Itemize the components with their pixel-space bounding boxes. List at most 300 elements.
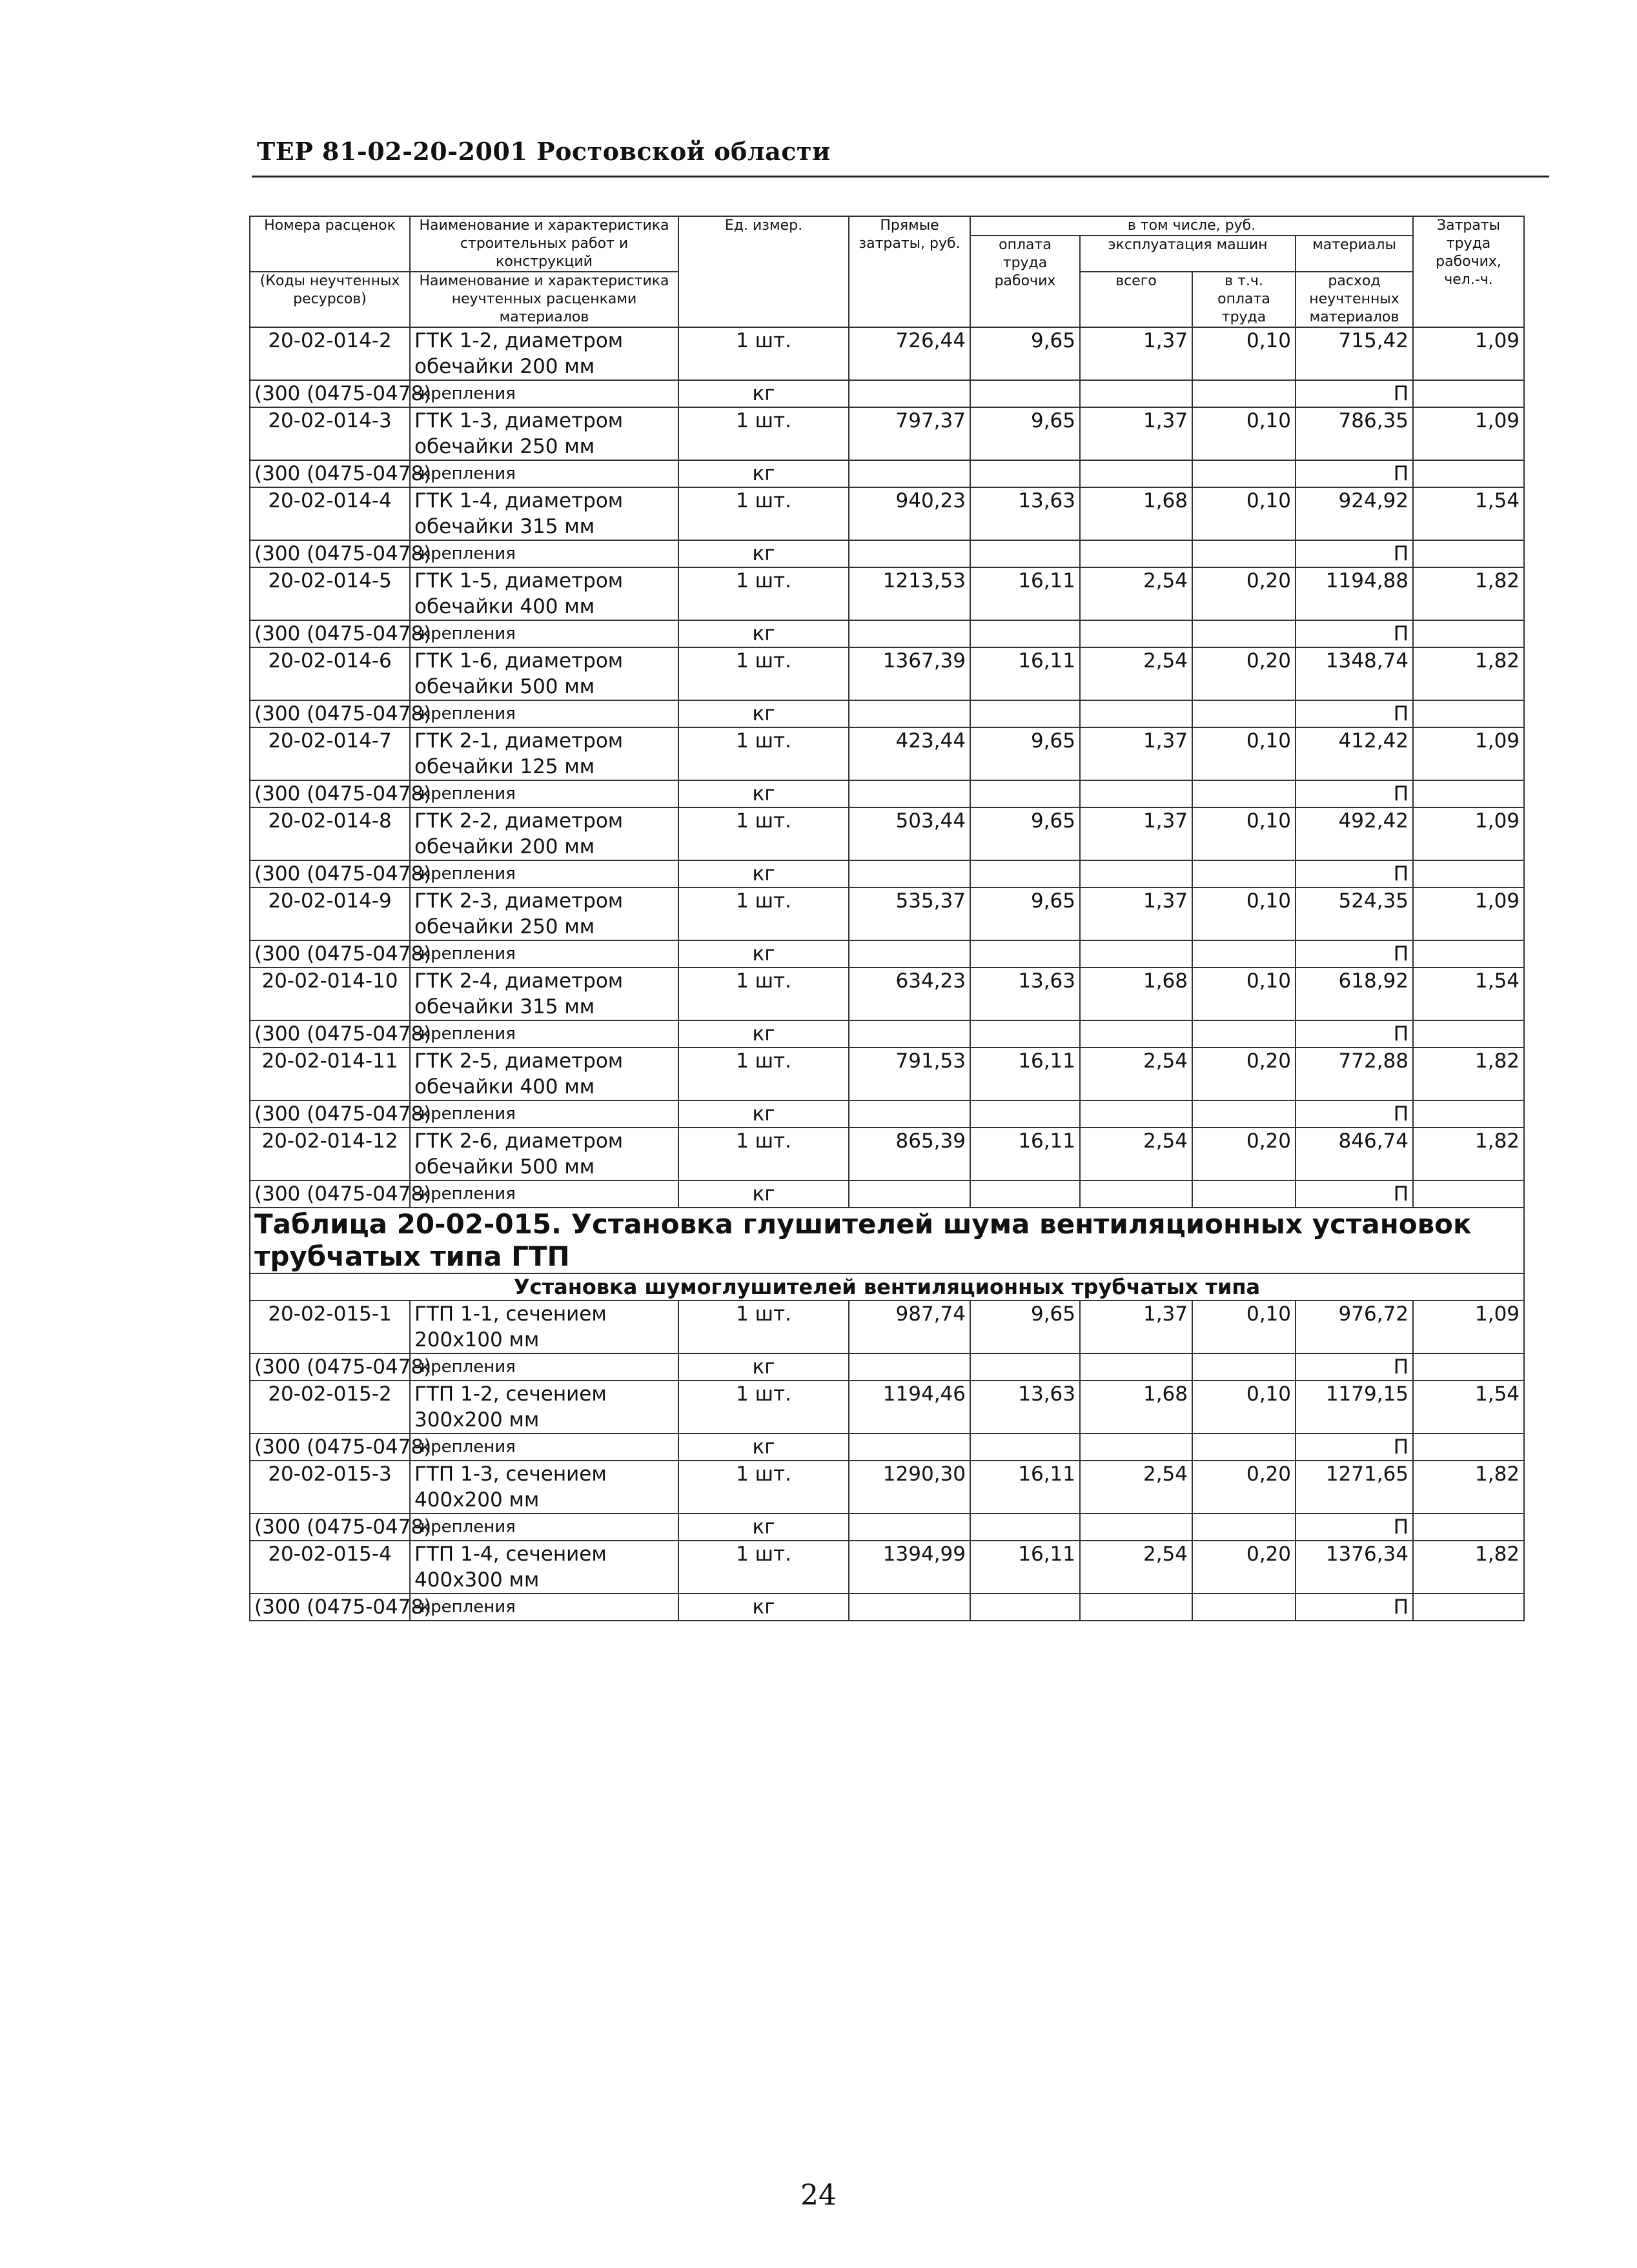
- rate-name: ГТК 2-5, диаметром обечайки 400 мм: [410, 1048, 678, 1100]
- rates-table: [249, 216, 1525, 1621]
- rate-name: ГТК 2-2, диаметром обечайки 200 мм: [410, 807, 678, 860]
- resource-empty-cell: [1192, 1433, 1296, 1461]
- resource-row: [250, 460, 1524, 487]
- rate-labor-pay: 13,63: [970, 487, 1080, 540]
- rate-machines-total: 2,54: [1080, 647, 1192, 700]
- rate-labor-pay: 9,65: [970, 1301, 1080, 1353]
- resource-empty-cell: [970, 1514, 1080, 1541]
- rate-machines-labor: 0,20: [1192, 1461, 1296, 1514]
- resource-empty-cell: [970, 540, 1080, 567]
- resource-name: -крепления: [410, 860, 678, 887]
- col-header-labor-pay: оплата труда рабочих: [970, 236, 1080, 327]
- resource-name: -крепления: [410, 1353, 678, 1381]
- resource-empty-cell: [970, 1353, 1080, 1381]
- rate-labor-hours: 1,82: [1413, 1541, 1524, 1594]
- rate-unit: 1 шт.: [678, 887, 849, 940]
- col-header-machines: эксплуатация машин: [1080, 236, 1296, 272]
- resource-empty-cell: [1192, 700, 1296, 727]
- rate-direct-cost: 503,44: [849, 807, 970, 860]
- resource-empty-cell: [1080, 620, 1192, 647]
- rate-labor-hours: 1,54: [1413, 487, 1524, 540]
- resource-empty-cell: [1080, 780, 1192, 807]
- rate-row: [250, 727, 1524, 780]
- rate-materials: 1271,65: [1296, 1461, 1413, 1514]
- resource-empty-cell: [970, 1594, 1080, 1621]
- resource-empty-cell: [1413, 1433, 1524, 1461]
- resource-code: (300 (0475-0478): [250, 620, 410, 647]
- resource-code: (300 (0475-0478): [250, 1100, 410, 1128]
- resource-empty-cell: [849, 1353, 970, 1381]
- col-header-name-sub: Наименование и характеристика неучтенных расценками материалов: [410, 272, 678, 327]
- rate-labor-pay: 13,63: [970, 967, 1080, 1020]
- rate-machines-labor: 0,10: [1192, 807, 1296, 860]
- resource-materials: П: [1296, 380, 1413, 407]
- rate-code: 20-02-014-8: [250, 807, 410, 860]
- section-title-row: [250, 1208, 1524, 1273]
- rate-unit: 1 шт.: [678, 727, 849, 780]
- rate-machines-total: 1,37: [1080, 727, 1192, 780]
- col-header-code: Номера расценок: [250, 216, 410, 272]
- resource-empty-cell: [970, 940, 1080, 967]
- resource-code: (300 (0475-0478): [250, 460, 410, 487]
- rate-name: ГТП 1-3, сечением 400x200 мм: [410, 1461, 678, 1514]
- resource-empty-cell: [1413, 380, 1524, 407]
- rate-code: 20-02-015-2: [250, 1381, 410, 1433]
- resource-unit: кг: [678, 540, 849, 567]
- rate-name: ГТК 2-4, диаметром обечайки 315 мм: [410, 967, 678, 1020]
- rate-machines-total: 1,68: [1080, 1381, 1192, 1433]
- rate-unit: 1 шт.: [678, 647, 849, 700]
- resource-name: -крепления: [410, 460, 678, 487]
- resource-empty-cell: [1192, 940, 1296, 967]
- rate-machines-total: 2,54: [1080, 1048, 1192, 1100]
- rate-name: ГТК 1-2, диаметром обечайки 200 мм: [410, 327, 678, 380]
- resource-empty-cell: [1080, 860, 1192, 887]
- rate-labor-hours: 1,09: [1413, 407, 1524, 460]
- resource-unit: кг: [678, 700, 849, 727]
- rate-machines-labor: 0,10: [1192, 967, 1296, 1020]
- resource-materials: П: [1296, 620, 1413, 647]
- rate-code: 20-02-014-12: [250, 1128, 410, 1180]
- rate-materials: 924,92: [1296, 487, 1413, 540]
- rate-unit: 1 шт.: [678, 967, 849, 1020]
- resource-empty-cell: [1080, 1020, 1192, 1048]
- resource-empty-cell: [1413, 1020, 1524, 1048]
- rate-code: 20-02-014-6: [250, 647, 410, 700]
- resource-name: -крепления: [410, 620, 678, 647]
- rate-labor-hours: 1,82: [1413, 1461, 1524, 1514]
- rate-materials: 1376,34: [1296, 1541, 1413, 1594]
- resource-empty-cell: [849, 460, 970, 487]
- rate-direct-cost: 987,74: [849, 1301, 970, 1353]
- resource-row: [250, 1353, 1524, 1381]
- rate-direct-cost: 797,37: [849, 407, 970, 460]
- resource-row: [250, 1594, 1524, 1621]
- resource-materials: П: [1296, 700, 1413, 727]
- rate-row: [250, 1461, 1524, 1514]
- resource-empty-cell: [849, 380, 970, 407]
- rate-labor-hours: 1,09: [1413, 1301, 1524, 1353]
- header-row: [250, 216, 1524, 236]
- resource-code: (300 (0475-0478): [250, 780, 410, 807]
- rate-unit: 1 шт.: [678, 407, 849, 460]
- resource-empty-cell: [849, 540, 970, 567]
- rate-code: 20-02-015-1: [250, 1301, 410, 1353]
- resource-empty-cell: [1192, 1100, 1296, 1128]
- resource-name: -крепления: [410, 940, 678, 967]
- resource-empty-cell: [970, 620, 1080, 647]
- resource-code: (300 (0475-0478): [250, 700, 410, 727]
- rate-name: ГТП 1-2, сечением 300x200 мм: [410, 1381, 678, 1433]
- resource-empty-cell: [1413, 540, 1524, 567]
- resource-unit: кг: [678, 1353, 849, 1381]
- rate-machines-total: 2,54: [1080, 1461, 1192, 1514]
- rate-code: 20-02-015-3: [250, 1461, 410, 1514]
- rate-direct-cost: 1394,99: [849, 1541, 970, 1594]
- rate-labor-pay: 16,11: [970, 1461, 1080, 1514]
- resource-empty-cell: [1413, 940, 1524, 967]
- rate-direct-cost: 634,23: [849, 967, 970, 1020]
- resource-row: [250, 1180, 1524, 1208]
- resource-empty-cell: [1192, 1180, 1296, 1208]
- resource-row: [250, 700, 1524, 727]
- rate-machines-labor: 0,10: [1192, 327, 1296, 380]
- rate-labor-hours: 1,09: [1413, 727, 1524, 780]
- resource-empty-cell: [1413, 860, 1524, 887]
- rate-unit: 1 шт.: [678, 1048, 849, 1100]
- rate-code: 20-02-015-4: [250, 1541, 410, 1594]
- resource-name: -крепления: [410, 1020, 678, 1048]
- rate-machines-labor: 0,10: [1192, 887, 1296, 940]
- resource-code: (300 (0475-0478): [250, 1020, 410, 1048]
- resource-unit: кг: [678, 1433, 849, 1461]
- resource-empty-cell: [1192, 1020, 1296, 1048]
- rate-machines-labor: 0,20: [1192, 1128, 1296, 1180]
- resource-empty-cell: [1080, 380, 1192, 407]
- resource-row: [250, 380, 1524, 407]
- resource-name: -крепления: [410, 380, 678, 407]
- rate-code: 20-02-014-10: [250, 967, 410, 1020]
- resource-empty-cell: [849, 780, 970, 807]
- rate-machines-labor: 0,20: [1192, 1048, 1296, 1100]
- rate-direct-cost: 726,44: [849, 327, 970, 380]
- resource-empty-cell: [1413, 460, 1524, 487]
- resource-empty-cell: [970, 780, 1080, 807]
- rate-unit: 1 шт.: [678, 1128, 849, 1180]
- rate-row: [250, 1128, 1524, 1180]
- resource-unit: кг: [678, 1514, 849, 1541]
- rate-code: 20-02-014-7: [250, 727, 410, 780]
- rate-machines-labor: 0,20: [1192, 567, 1296, 620]
- rate-machines-labor: 0,10: [1192, 407, 1296, 460]
- col-header-machines-total: всего: [1080, 272, 1192, 327]
- rate-labor-pay: 9,65: [970, 727, 1080, 780]
- rate-unit: 1 шт.: [678, 487, 849, 540]
- resource-empty-cell: [1413, 1353, 1524, 1381]
- resource-empty-cell: [970, 460, 1080, 487]
- resource-empty-cell: [1192, 780, 1296, 807]
- resource-empty-cell: [1192, 1594, 1296, 1621]
- resource-empty-cell: [1192, 540, 1296, 567]
- rate-machines-total: 1,37: [1080, 807, 1192, 860]
- rate-direct-cost: 791,53: [849, 1048, 970, 1100]
- resource-code: (300 (0475-0478): [250, 540, 410, 567]
- rate-direct-cost: 535,37: [849, 887, 970, 940]
- resource-empty-cell: [849, 1180, 970, 1208]
- resource-name: -крепления: [410, 700, 678, 727]
- rate-labor-pay: 16,11: [970, 647, 1080, 700]
- rate-materials: 1348,74: [1296, 647, 1413, 700]
- rate-unit: 1 шт.: [678, 567, 849, 620]
- rate-row: [250, 647, 1524, 700]
- rate-labor-hours: 1,82: [1413, 1048, 1524, 1100]
- rate-materials: 976,72: [1296, 1301, 1413, 1353]
- rate-materials: 772,88: [1296, 1048, 1413, 1100]
- resource-empty-cell: [1080, 460, 1192, 487]
- resource-unit: кг: [678, 940, 849, 967]
- col-header-materials: материалы: [1296, 236, 1413, 272]
- rate-unit: 1 шт.: [678, 327, 849, 380]
- resource-materials: П: [1296, 1020, 1413, 1048]
- resource-row: [250, 940, 1524, 967]
- rate-row: [250, 567, 1524, 620]
- rate-direct-cost: 1367,39: [849, 647, 970, 700]
- col-header-incl: в том числе, руб.: [970, 216, 1413, 236]
- resource-name: -крепления: [410, 1100, 678, 1128]
- resource-materials: П: [1296, 940, 1413, 967]
- resource-name: -крепления: [410, 780, 678, 807]
- rate-machines-total: 2,54: [1080, 1541, 1192, 1594]
- rate-machines-labor: 0,10: [1192, 487, 1296, 540]
- rate-unit: 1 шт.: [678, 1301, 849, 1353]
- resource-empty-cell: [1413, 620, 1524, 647]
- rate-code: 20-02-014-2: [250, 327, 410, 380]
- resource-unit: кг: [678, 380, 849, 407]
- resource-code: (300 (0475-0478): [250, 1353, 410, 1381]
- rate-row: [250, 1301, 1524, 1353]
- resource-empty-cell: [1413, 1594, 1524, 1621]
- col-header-name: Наименование и характеристика строительных работ и конструкций: [410, 216, 678, 272]
- resource-empty-cell: [1080, 1180, 1192, 1208]
- rate-name: ГТП 1-4, сечением 400x300 мм: [410, 1541, 678, 1594]
- resource-materials: П: [1296, 540, 1413, 567]
- resource-code: (300 (0475-0478): [250, 380, 410, 407]
- resource-materials: П: [1296, 1353, 1413, 1381]
- rate-labor-hours: 1,82: [1413, 647, 1524, 700]
- resource-empty-cell: [1192, 1353, 1296, 1381]
- rate-direct-cost: 423,44: [849, 727, 970, 780]
- rate-labor-pay: 16,11: [970, 1128, 1080, 1180]
- resource-empty-cell: [1080, 540, 1192, 567]
- rate-name: ГТК 1-3, диаметром обечайки 250 мм: [410, 407, 678, 460]
- resource-row: [250, 540, 1524, 567]
- table-body-015: [250, 1301, 1524, 1621]
- resource-row: [250, 860, 1524, 887]
- resource-empty-cell: [1080, 1433, 1192, 1461]
- resource-unit: кг: [678, 620, 849, 647]
- resource-empty-cell: [1192, 380, 1296, 407]
- resource-empty-cell: [1413, 1514, 1524, 1541]
- resource-unit: кг: [678, 460, 849, 487]
- rate-labor-pay: 16,11: [970, 567, 1080, 620]
- rate-name: ГТК 1-6, диаметром обечайки 500 мм: [410, 647, 678, 700]
- rate-name: ГТК 1-5, диаметром обечайки 400 мм: [410, 567, 678, 620]
- resource-unit: кг: [678, 1594, 849, 1621]
- rate-labor-hours: 1,82: [1413, 1128, 1524, 1180]
- rate-labor-hours: 1,09: [1413, 327, 1524, 380]
- rate-code: 20-02-014-4: [250, 487, 410, 540]
- resource-materials: П: [1296, 860, 1413, 887]
- resource-empty-cell: [1080, 1594, 1192, 1621]
- rate-machines-total: 1,68: [1080, 487, 1192, 540]
- rate-labor-pay: 13,63: [970, 1381, 1080, 1433]
- resource-empty-cell: [970, 380, 1080, 407]
- resource-code: (300 (0475-0478): [250, 1514, 410, 1541]
- rate-materials: 492,42: [1296, 807, 1413, 860]
- resource-empty-cell: [849, 1020, 970, 1048]
- rate-row: [250, 1048, 1524, 1100]
- resource-name: -крепления: [410, 1180, 678, 1208]
- resource-unit: кг: [678, 1020, 849, 1048]
- resource-materials: П: [1296, 780, 1413, 807]
- rate-name: ГТК 2-3, диаметром обечайки 250 мм: [410, 887, 678, 940]
- resource-materials: П: [1296, 1180, 1413, 1208]
- rate-labor-pay: 16,11: [970, 1541, 1080, 1594]
- resource-unit: кг: [678, 780, 849, 807]
- page-header-title: ТЕР 81-02-20-2001 Ростовской области: [257, 137, 831, 166]
- rate-direct-cost: 1213,53: [849, 567, 970, 620]
- rate-machines-total: 2,54: [1080, 567, 1192, 620]
- rate-row: [250, 407, 1524, 460]
- rate-materials: 524,35: [1296, 887, 1413, 940]
- rate-machines-labor: 0,20: [1192, 647, 1296, 700]
- resource-name: -крепления: [410, 1514, 678, 1541]
- resource-empty-cell: [849, 1514, 970, 1541]
- rate-machines-labor: 0,10: [1192, 727, 1296, 780]
- resource-code: (300 (0475-0478): [250, 1180, 410, 1208]
- rate-labor-hours: 1,54: [1413, 967, 1524, 1020]
- rate-code: 20-02-014-9: [250, 887, 410, 940]
- rate-labor-pay: 9,65: [970, 327, 1080, 380]
- col-header-unit: Ед. измер.: [678, 216, 849, 327]
- rate-unit: 1 шт.: [678, 1381, 849, 1433]
- rate-unit: 1 шт.: [678, 1461, 849, 1514]
- resource-empty-cell: [970, 1433, 1080, 1461]
- rate-machines-total: 2,54: [1080, 1128, 1192, 1180]
- rate-materials: 1194,88: [1296, 567, 1413, 620]
- rate-unit: 1 шт.: [678, 1541, 849, 1594]
- resource-empty-cell: [970, 1020, 1080, 1048]
- resource-name: -крепления: [410, 1594, 678, 1621]
- resource-materials: П: [1296, 1594, 1413, 1621]
- resource-empty-cell: [1080, 1353, 1192, 1381]
- resource-empty-cell: [849, 940, 970, 967]
- resource-empty-cell: [970, 700, 1080, 727]
- page-number: 24: [800, 2179, 837, 2212]
- resource-name: -крепления: [410, 540, 678, 567]
- resource-empty-cell: [1192, 620, 1296, 647]
- rate-materials: 786,35: [1296, 407, 1413, 460]
- rate-materials: 846,74: [1296, 1128, 1413, 1180]
- resource-empty-cell: [970, 1100, 1080, 1128]
- header-rule: [252, 176, 1549, 177]
- col-header-code-sub: (Коды неучтенных ресурсов): [250, 272, 410, 327]
- rate-code: 20-02-014-3: [250, 407, 410, 460]
- rate-labor-hours: 1,82: [1413, 567, 1524, 620]
- rate-labor-pay: 9,65: [970, 407, 1080, 460]
- resource-row: [250, 1020, 1524, 1048]
- resource-empty-cell: [1080, 940, 1192, 967]
- rate-labor-hours: 1,54: [1413, 1381, 1524, 1433]
- resource-empty-cell: [1192, 1514, 1296, 1541]
- resource-row: [250, 620, 1524, 647]
- resource-empty-cell: [1413, 780, 1524, 807]
- resource-row: [250, 1433, 1524, 1461]
- resource-empty-cell: [849, 1594, 970, 1621]
- rate-code: 20-02-014-5: [250, 567, 410, 620]
- col-header-labor-hours: Затраты труда рабочих, чел.-ч.: [1413, 216, 1524, 327]
- rate-row: [250, 887, 1524, 940]
- rate-machines-labor: 0,10: [1192, 1381, 1296, 1433]
- resource-empty-cell: [849, 1100, 970, 1128]
- resource-row: [250, 1100, 1524, 1128]
- rate-machines-total: 1,37: [1080, 407, 1192, 460]
- rate-machines-total: 1,37: [1080, 327, 1192, 380]
- resource-empty-cell: [1192, 860, 1296, 887]
- resource-unit: кг: [678, 1180, 849, 1208]
- resource-code: (300 (0475-0478): [250, 1594, 410, 1621]
- resource-empty-cell: [849, 620, 970, 647]
- resource-materials: П: [1296, 1433, 1413, 1461]
- rate-code: 20-02-014-11: [250, 1048, 410, 1100]
- rate-machines-total: 1,37: [1080, 1301, 1192, 1353]
- resource-empty-cell: [1080, 1514, 1192, 1541]
- resource-empty-cell: [1080, 700, 1192, 727]
- resource-code: (300 (0475-0478): [250, 940, 410, 967]
- resource-empty-cell: [970, 1180, 1080, 1208]
- rate-unit: 1 шт.: [678, 807, 849, 860]
- rate-row: [250, 807, 1524, 860]
- rate-materials: 618,92: [1296, 967, 1413, 1020]
- col-header-machines-labor: в т.ч. оплата труда: [1192, 272, 1296, 327]
- section-title: Таблица 20-02-015. Установка глушителей шума вентиляционных установок трубчатых типа ГТП: [250, 1208, 1524, 1273]
- col-header-materials-sub: расход неучтенных материалов: [1296, 272, 1413, 327]
- rate-row: [250, 487, 1524, 540]
- rate-labor-pay: 16,11: [970, 1048, 1080, 1100]
- rate-machines-total: 1,37: [1080, 887, 1192, 940]
- resource-empty-cell: [1413, 1180, 1524, 1208]
- rate-name: ГТК 2-1, диаметром обечайки 125 мм: [410, 727, 678, 780]
- rate-machines-total: 1,68: [1080, 967, 1192, 1020]
- table-body-014: [250, 216, 1524, 1208]
- resource-empty-cell: [849, 700, 970, 727]
- rate-materials: 715,42: [1296, 327, 1413, 380]
- resource-materials: П: [1296, 1100, 1413, 1128]
- rate-machines-labor: 0,20: [1192, 1541, 1296, 1594]
- rate-row: [250, 1541, 1524, 1594]
- rate-machines-labor: 0,10: [1192, 1301, 1296, 1353]
- col-header-direct: Прямые затраты, руб.: [849, 216, 970, 327]
- rate-row: [250, 327, 1524, 380]
- resource-unit: кг: [678, 1100, 849, 1128]
- rate-row: [250, 967, 1524, 1020]
- resource-unit: кг: [678, 860, 849, 887]
- rate-materials: 412,42: [1296, 727, 1413, 780]
- resource-code: (300 (0475-0478): [250, 1433, 410, 1461]
- section-014-015: [250, 1208, 1524, 1301]
- resource-empty-cell: [1413, 1100, 1524, 1128]
- resource-empty-cell: [849, 1433, 970, 1461]
